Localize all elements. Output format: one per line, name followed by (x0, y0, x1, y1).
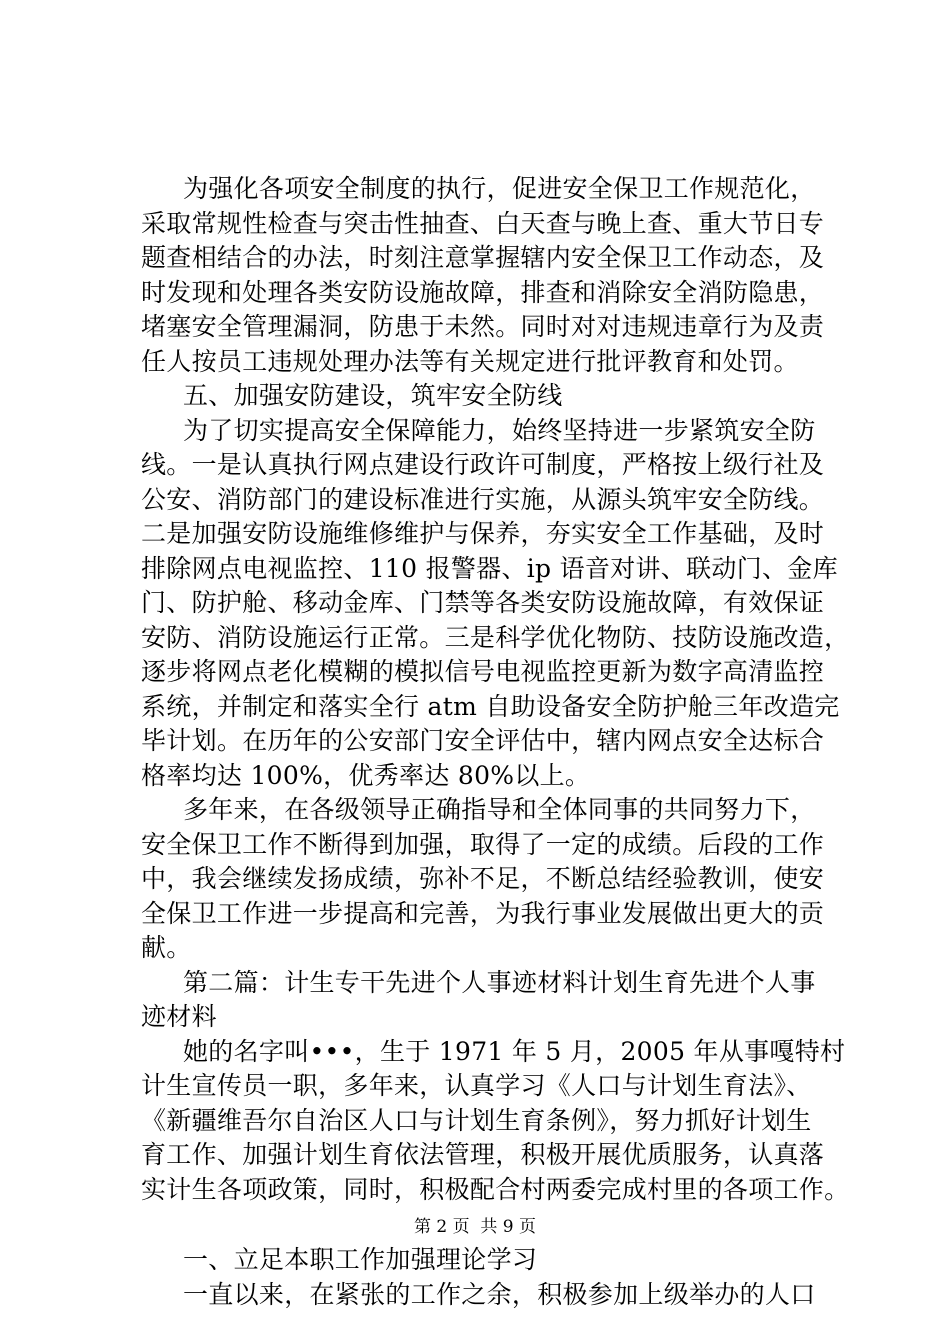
text-line: 《新疆维吾尔自治区人口与计划生育条例》，努力抓好计划生 (141, 1105, 812, 1135)
text-line: 堵塞安全管理漏洞，防患于未然。同时对对违规违章行为及责 (141, 312, 825, 341)
paragraph-conclusion (141, 793, 841, 966)
paragraph-security-inspection (141, 172, 841, 379)
text-line: 为了切实提高安全保障能力，始终坚持进一步紧筑安全防 (183, 415, 816, 445)
paragraph-security-construction (141, 414, 850, 794)
text-line: 排除网点电视监控、110 报警器、ip 语音对讲、联动门、金库 (141, 553, 838, 583)
text-line: 逐步将网点老化模糊的模拟信号电视监控更新为数字高清监控 (141, 657, 825, 686)
section-heading: 五、加强安防建设，筑牢安全防线 (183, 381, 563, 410)
page-number-footer: 第 2 页 共 9 页 (413, 1217, 537, 1237)
text-line: 多年来，在各级领导正确指导和全体同事的共同努力下， (183, 795, 816, 824)
text-line: 育工作、加强计划生育依法管理，积极开展优质服务，认真落 (141, 1140, 825, 1169)
text-line: 一直以来，在紧张的工作之余，积极参加上级举办的人口 (183, 1279, 816, 1309)
text-line: 实计生各项政策，同时，积极配合村两委完成村里的各项工作。 (141, 1174, 850, 1204)
text-line: 题查相结合的办法，时刻注意掌握辖内安全保卫工作动态，及 (141, 243, 825, 272)
paragraph-theory-study (141, 1278, 841, 1313)
text-line: 线。一是认真执行网点建设行政许可制度，严格按上级行社及 (141, 450, 825, 479)
text-line: 安防、消防设施运行正常。三是科学优化物防、技防设施改造， (141, 622, 850, 652)
page-body (141, 172, 850, 1312)
text-line: 中，我会继续发扬成绩，弥补不足，不断总结经验教训，使安 (141, 864, 825, 893)
text-line: 任人按员工违规处理办法等有关规定进行批评教育和处罚。 (141, 346, 799, 376)
text-line: 计生宣传员一职，多年来，认真学习《人口与计划生育法》、 (141, 1071, 812, 1100)
paragraph-introduction (141, 1035, 850, 1208)
text-line: 安全保卫工作不断得到加强，取得了一定的成绩。后段的工作 (141, 829, 825, 859)
text-line: 她的名字叫•••，生于 1971 年 5 月，2005 年从事嘎特村 (183, 1036, 846, 1066)
section-heading: 一、立足本职工作加强理论学习 (183, 1245, 538, 1274)
text-line: 第二篇：计生专干先进个人事迹材料计划生育先进个人事 (183, 967, 816, 997)
text-line: 献。 (141, 933, 192, 962)
text-line: 门、防护舱、移动金库、门禁等各类安防设施故障，有效保证 (141, 588, 825, 617)
chapter-title (141, 966, 841, 1035)
text-line: 系统，并制定和落实全行 atm 自助设备安全防护舱三年改造完 (141, 691, 840, 721)
text-line: 公安、消防部门的建设标准进行实施，从源头筑牢安全防线。 (141, 484, 825, 514)
text-line: 毕计划。在历年的公安部门安全评估中，辖内网点安全达标合 (141, 726, 825, 755)
text-line: 采取常规性检查与突击性抽查、白天查与晚上查、重大节日专 (141, 208, 825, 238)
text-line: 迹材料 (141, 1002, 217, 1031)
text-line: 全保卫工作进一步提高和完善，为我行事业发展做出更大的贡 (141, 898, 825, 928)
text-line: 为强化各项安全制度的执行，促进安全保卫工作规范化， (183, 174, 816, 203)
text-line: 二是加强安防设施维修维护与保养，夯实安全工作基础，及时 (141, 519, 825, 548)
text-line: 格率均达 100%，优秀率达 80%以上。 (141, 760, 591, 790)
text-line: 时发现和处理各类安防设施故障，排查和消除安全消防隐患， (141, 277, 825, 307)
